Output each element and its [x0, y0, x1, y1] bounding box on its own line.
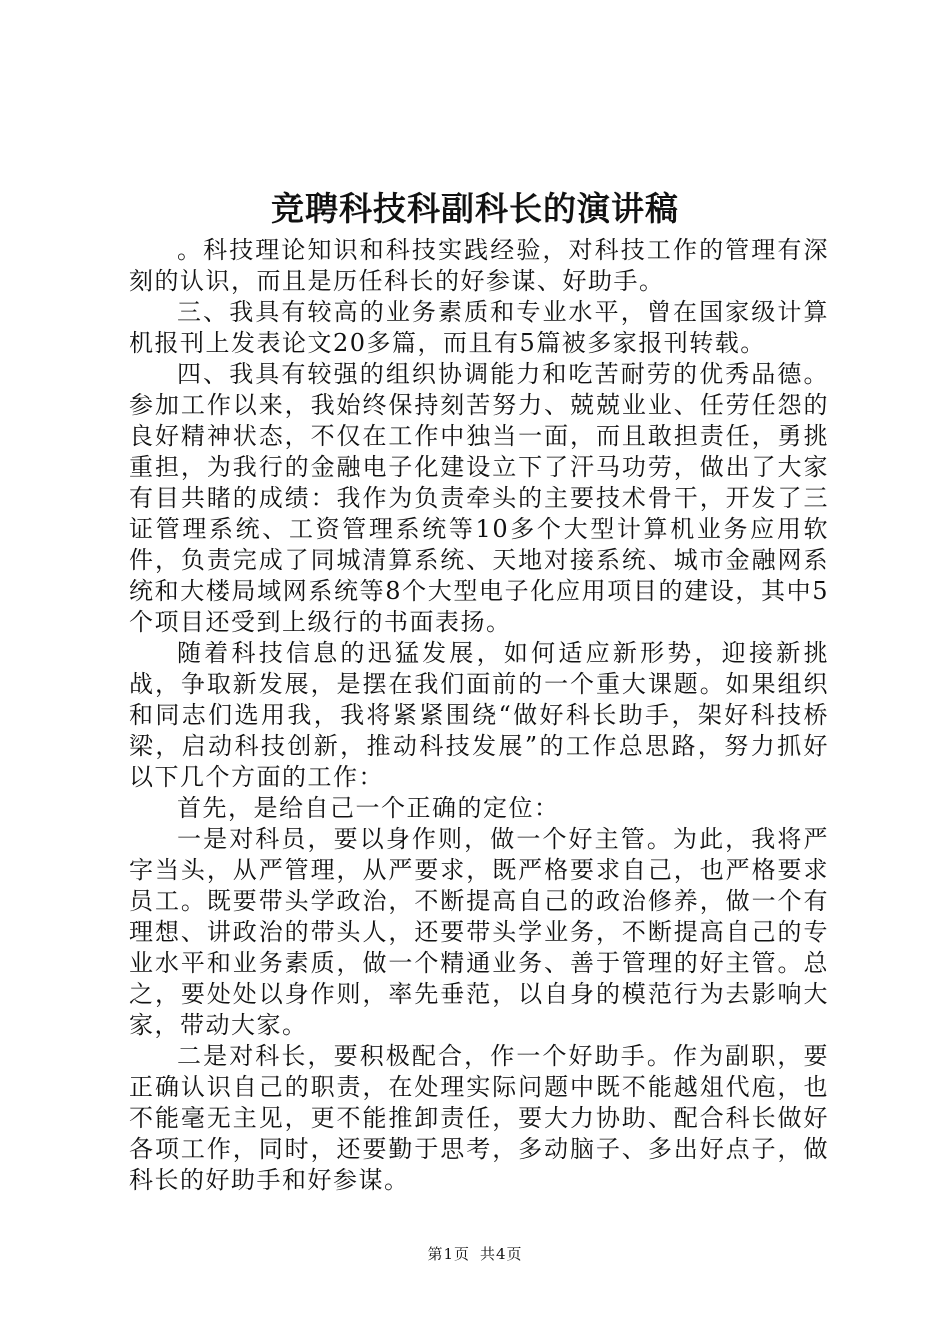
paragraph: 首先，是给自己一个正确的定位： — [177, 794, 560, 822]
paragraph: 三、我具有较高的业务素质和专业水平，曾在国家级计算机报刊上发表论文20多篇，而且有5篇被多家报刊转载。 — [129, 298, 829, 357]
document-title: 竞聘科技科副科长的演讲稿 — [271, 189, 679, 228]
paragraph: 随着科技信息的迅猛发展，如何适应新形势，迎接新挑战，争取新发展，是摆在我们面前的一个重大课题。如果组织和同志们选用我，我将紧紧围绕“做好科长助手，架好科技桥梁，启动科技创新，推动科技发展”的工作总思路，努力抓好以下几个方面的工作： — [129, 639, 829, 791]
paragraph: 。科技理论知识和科技实践经验，对科技工作的管理有深刻的认识，而且是历任科长的好参谋、好助手。 — [129, 236, 829, 295]
paragraph: 四、我具有较强的组织协调能力和吃苦耐劳的优秀品德。参加工作以来，我始终保持刻苦努力、兢兢业业、任劳任怨的良好精神状态，不仅在工作中独当一面，而且敢担责任，勇挑重担，为我行的金融电子化建设立下了汗马功劳，做出了大家有目共睹的成绩：我作为负责牵头的主要技术骨干，开发了三证管理系统、工资管理系统等10多个大型计算机业务应用软件，负责完成了同城清算系统、天地对接系统、城市金融网系统和大楼局域网系统等8个大型电子化应用项目的建设，其中5个项目还受到上级行的书面表扬。 — [129, 360, 829, 636]
page-number-current: 第1页 — [427, 1245, 470, 1263]
paragraph: 二是对科长，要积极配合，作一个好助手。作为副职，要正确认识自己的职责，在处理实际问题中既不能越俎代庖，也不能毫无主见，更不能推卸责任，要大力协助、配合科长做好各项工作，同时，还要勤于思考，多动脑子、多出好点子，做科长的好助手和好参谋。 — [129, 1042, 829, 1194]
page-footer — [0, 1244, 950, 1264]
paragraph: 一是对科员，要以身作则，做一个好主管。为此，我将严字当头，从严管理，从严要求，既严格要求自己，也严格要求员工。既要带头学政治，不断提高自己的政治修养，做一个有理想、讲政治的带头人，还要带头学业务，不断提高自己的专业水平和业务素质，做一个精通业务、善于管理的好主管。总之，要处处以身作则，率先垂范，以自身的模范行为去影响大家，带动大家。 — [129, 825, 829, 1039]
page-number-total: 共4页 — [480, 1245, 523, 1263]
document-body — [129, 235, 829, 1196]
